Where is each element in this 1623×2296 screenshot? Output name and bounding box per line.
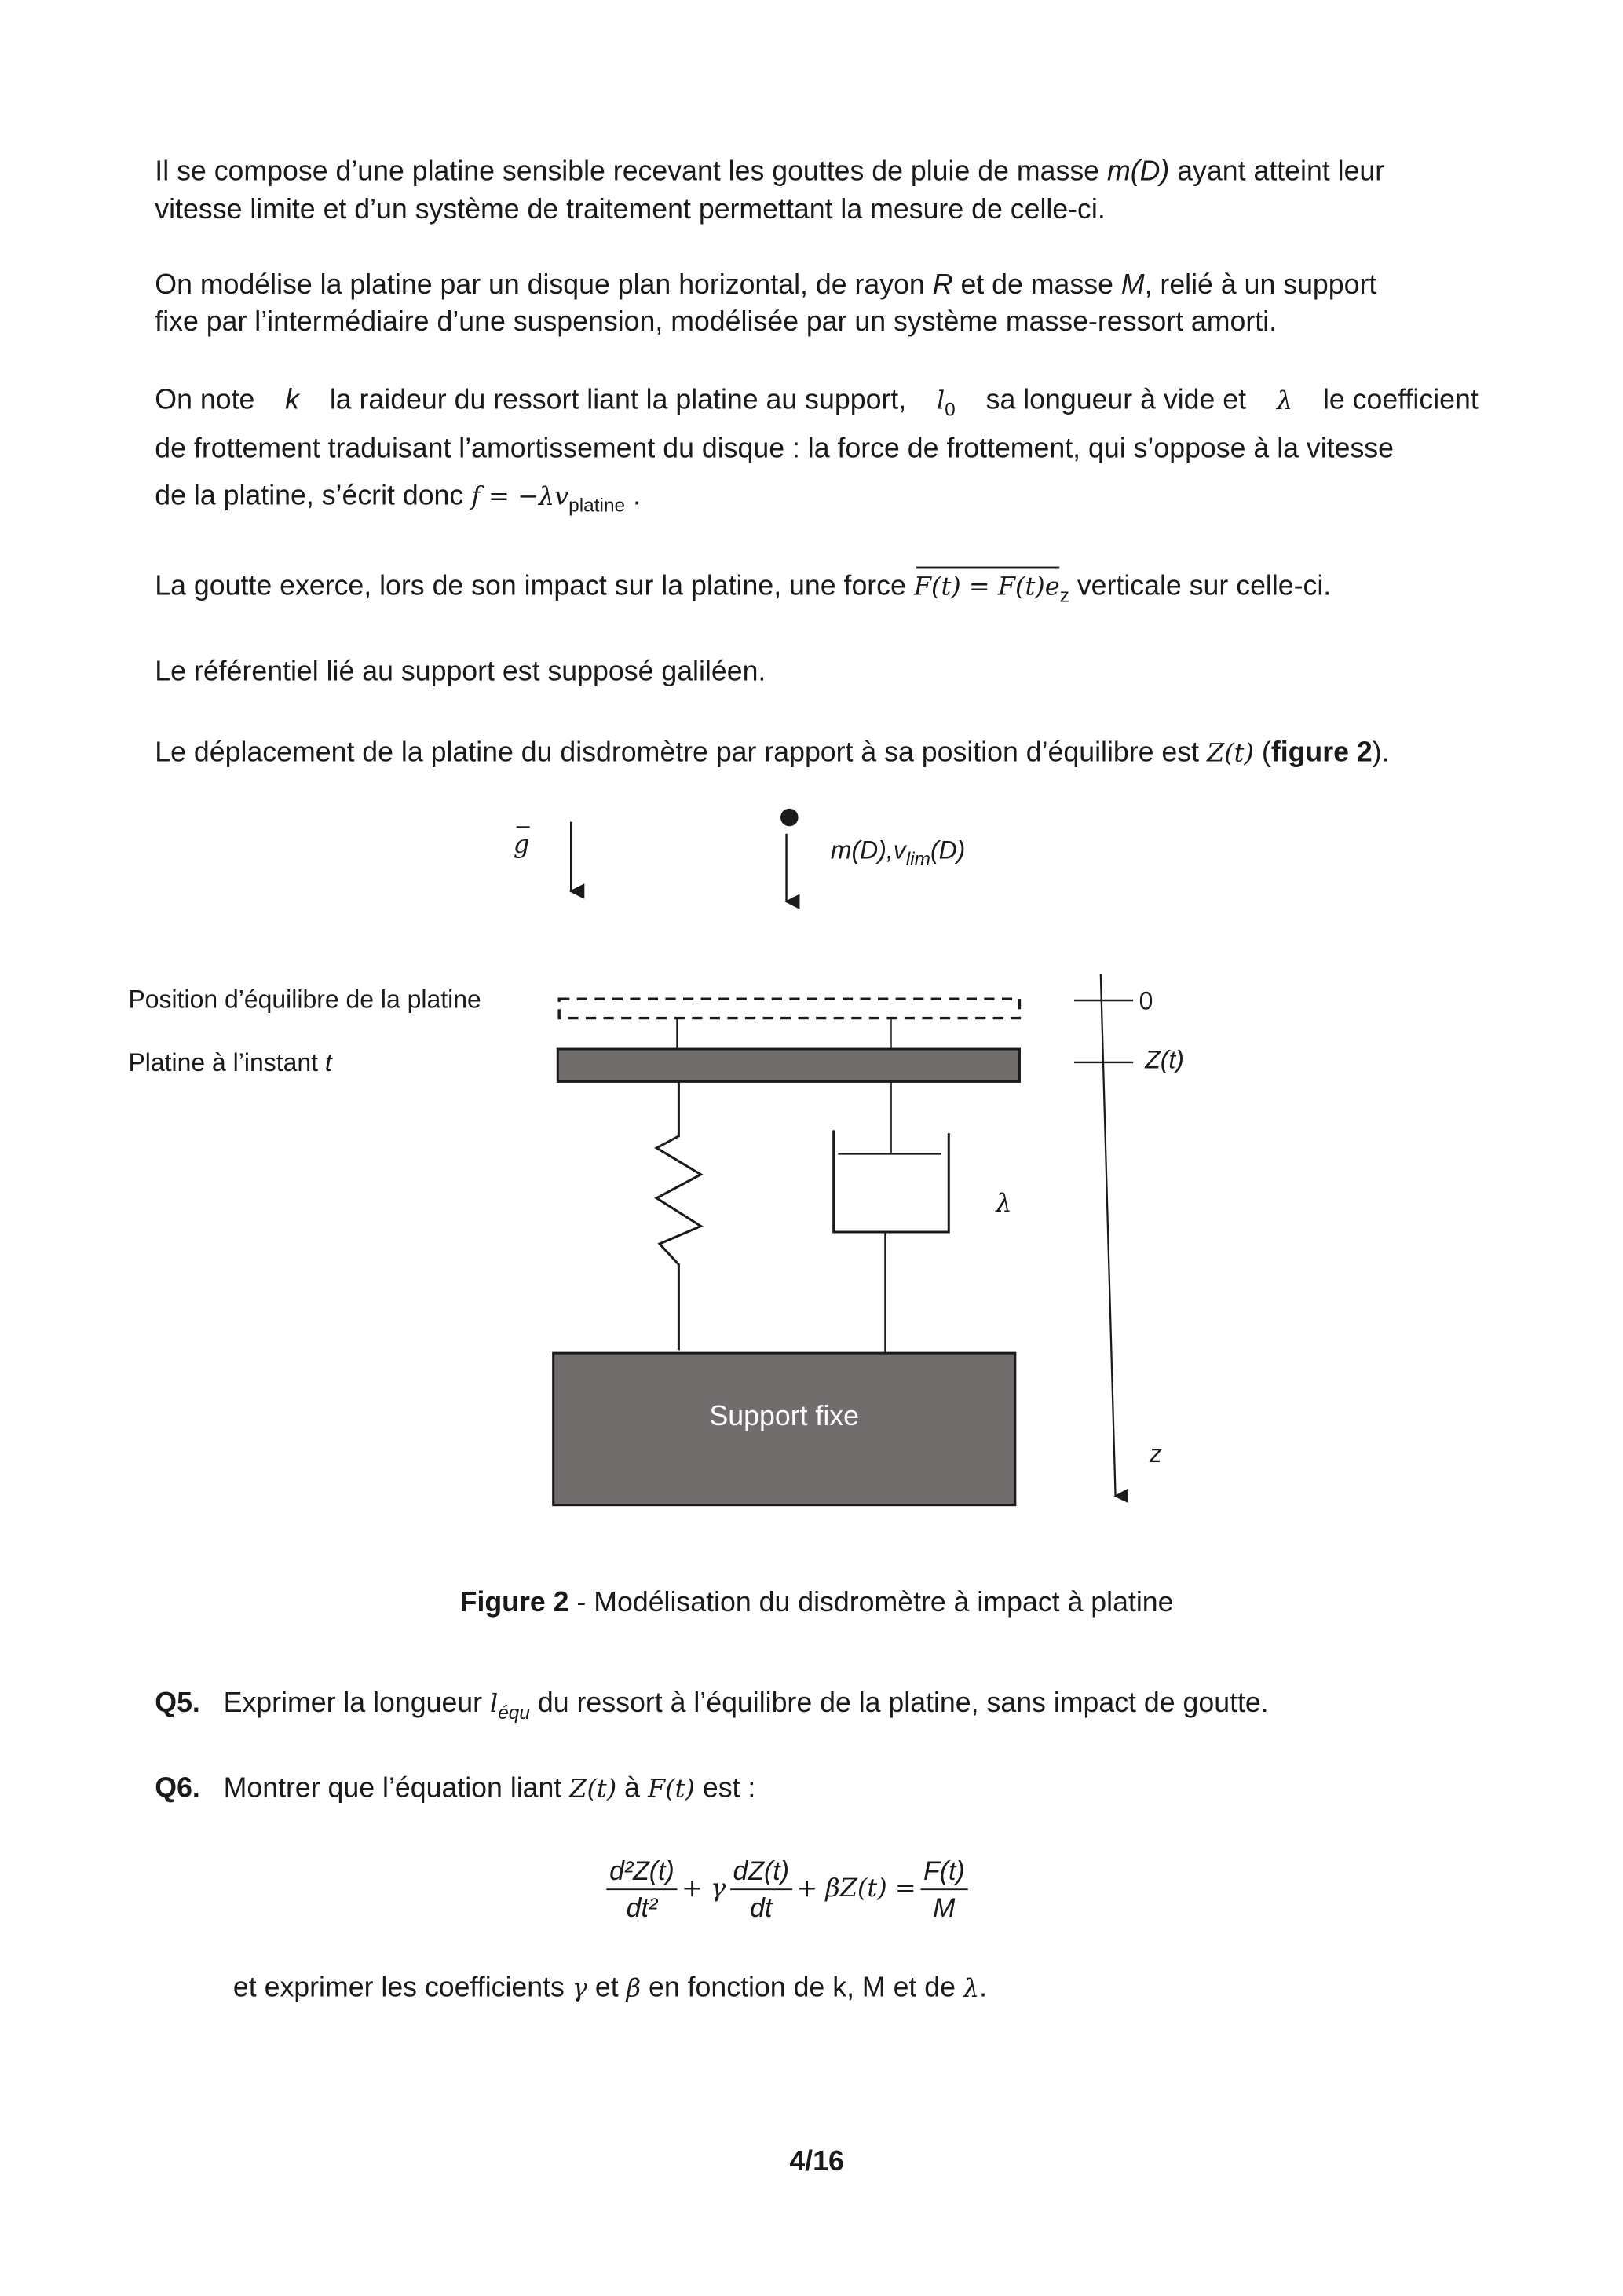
zero-label: 0 (1139, 987, 1153, 1015)
z-label: z (1149, 1440, 1162, 1468)
z-axis (1101, 974, 1116, 1496)
paragraph-1-line-2: vitesse limite et d’un système de traitement permettant la mesure de celle-ci. (155, 195, 1106, 226)
figure-caption: Figure 2 - Modélisation du disdromètre à impact à platine (459, 1587, 1174, 1619)
support-label: Support fixe (709, 1402, 860, 1433)
paragraph-6: Le déplacement de la platine du disdromètre par rapport à sa position d’équilibre est Z(t) (figure 2). (155, 737, 1390, 770)
page-number: 4/16 (789, 2147, 844, 2178)
paragraph-1-line-1: Il se compose d’une platine sensible recevant les gouttes de pluie de masse m(D) ayant atteint leur (155, 156, 1385, 188)
equilibrium-label: Position d’équilibre de la platine (128, 985, 481, 1014)
lambda-label: λ (996, 1189, 1012, 1219)
spring (656, 1081, 700, 1350)
paragraph-4: La goutte exerce, lors de son impact sur la platine, une force $F(t) = F(t)e_z$ verticale sur celle-ci. (155, 571, 1332, 606)
differential-equation: $\frac{\text{d²Z(t)}}{\text{dt²}}$ + γ $\frac{dZ(t)}{dt}$ + βZ(t) = $\frac{F(t)}{M}$ (602, 1853, 972, 1925)
platine-label: Platine à l’instant t (128, 1049, 332, 1077)
force-formula: F(t) = F(t)e (913, 572, 1060, 602)
paragraph-5: Le référentiel lié au support est supposé galiléen. (155, 656, 766, 688)
friction-formula: f = −λv (471, 482, 569, 513)
question-5: Q5. Exprimer la longueur $l_{équ}$ du ressort à l’équilibre de la platine, sans impact de goutte. (155, 1687, 1269, 1724)
damper (834, 1130, 949, 1353)
question-6-continued: et exprimer les coefficients γ et β en fonction de k, M et de λ. (232, 1972, 988, 2004)
paragraph-3-line-1: On note k la raideur du ressort liant la platine au support, $l_0$ sa longueur à vide et λ le coefficient (155, 385, 1479, 421)
platine (557, 1049, 1019, 1081)
paragraph-3-line-3: de la platine, s’écrit donc $f = -\lambda v_{platine}$ . (155, 481, 641, 517)
raindrop (780, 809, 799, 827)
zt-label: Z(t) (1145, 1046, 1184, 1074)
drop-label: $m(D),v_{lim}(D)$ (830, 836, 966, 870)
equilibrium-position (559, 999, 1019, 1018)
gravity-label: g (513, 830, 530, 861)
paragraph-2-line-2: fixe par l’intermédiaire d’une suspension, modélisée par un système masse-ressort amorti. (155, 306, 1278, 338)
question-6: Q6. Montrer que l’équation liant Z(t) à F(t) est : (155, 1773, 756, 1805)
paragraph-2-line-1: On modélise la platine par un disque plan horizontal, de rayon R et de masse M, relié à un support (155, 269, 1377, 302)
paragraph-3-line-2: de frottement traduisant l’amortissement du disque : la force de frottement, qui s’oppose à la vitesse (155, 433, 1395, 465)
